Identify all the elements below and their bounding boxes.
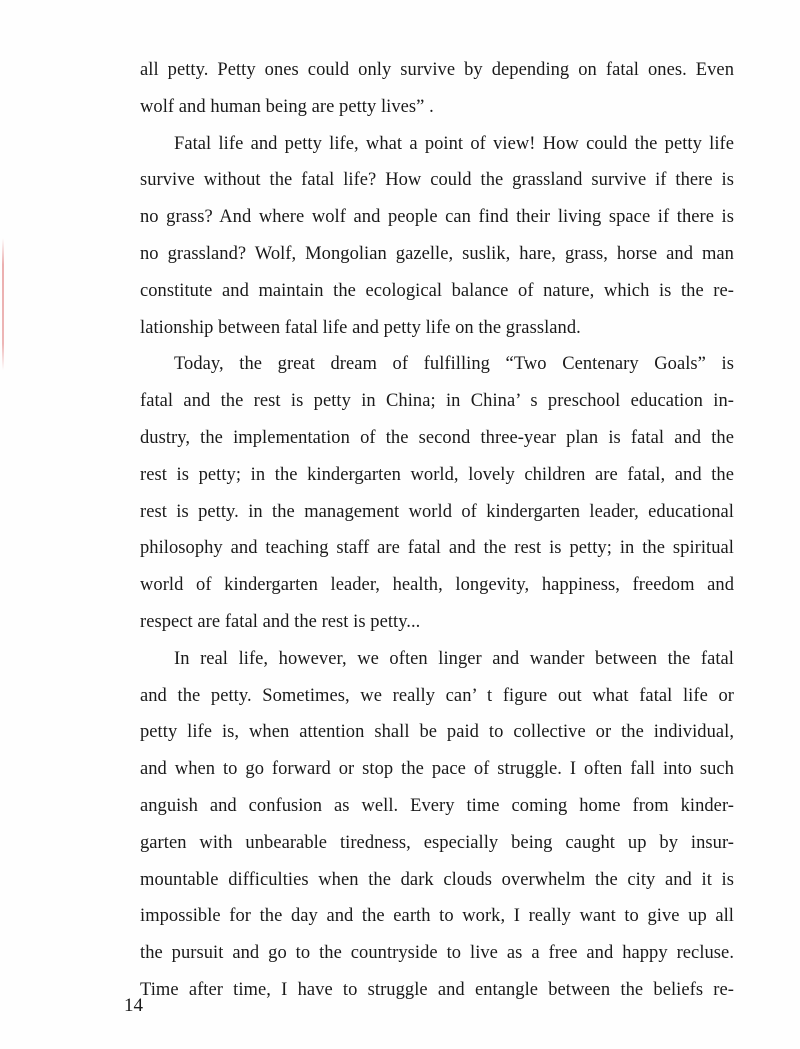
paragraph-1 xyxy=(140,52,734,126)
text-line: rest is petty; in the kindergarten world, lovely children are fatal, and the xyxy=(140,464,734,485)
text-line: petty life is, when attention shall be paid to collective or the individual, xyxy=(140,722,734,743)
text-line: fatal and the rest is petty in China; in China’ s preschool education in- xyxy=(140,391,734,412)
text-line: and when to go forward or stop the pace of struggle. I often fall into such xyxy=(140,759,734,780)
text-line: the pursuit and go to the countryside to live as a free and happy recluse. xyxy=(140,943,734,964)
paragraph-4 xyxy=(140,641,734,1009)
text-line: and the petty. Sometimes, we really can’ t figure out what fatal life or xyxy=(140,685,734,706)
text-line: lationship between fatal life and petty life on the grassland. xyxy=(140,317,581,338)
text-line: no grass? And where wolf and people can find their living space if there is xyxy=(140,207,734,228)
paragraph-2 xyxy=(140,126,734,347)
text-line: respect are fatal and the rest is petty... xyxy=(140,611,421,632)
text-line: all petty. Petty ones could only survive by depending on fatal ones. Even xyxy=(140,60,734,80)
text-line: Fatal life and petty life, what a point of view! How could the petty life xyxy=(174,133,734,154)
text-line: survive without the fatal life? How could the grassland survive if there is xyxy=(140,170,734,191)
text-line: philosophy and teaching staff are fatal and the rest is petty; in the spiritual xyxy=(140,538,734,559)
paragraph-3 xyxy=(140,346,734,640)
text-line: Today, the great dream of fulfilling “Two Centenary Goals” is xyxy=(174,354,734,375)
text-line: In real life, however, we often linger and wander between the fatal xyxy=(174,648,734,669)
page-edge-mark xyxy=(2,238,4,370)
text-line: rest is petty. in the management world of kindergarten leader, educational xyxy=(140,501,734,522)
text-line: dustry, the implementation of the second three-year plan is fatal and the xyxy=(140,427,734,448)
text-line: anguish and confusion as well. Every time coming home from kinder- xyxy=(140,795,734,816)
text-line: Time after time, I have to struggle and entangle between the beliefs re- xyxy=(140,979,734,1000)
text-line: impossible for the day and the earth to work, I really want to give up all xyxy=(140,906,734,927)
text-line: no grassland? Wolf, Mongolian gazelle, suslik, hare, grass, horse and man xyxy=(140,243,734,264)
text-line: wolf and human being are petty lives” . xyxy=(140,96,434,117)
text-line: world of kindergarten leader, health, longevity, happiness, freedom and xyxy=(140,575,734,596)
page-number: 14 xyxy=(124,995,143,1016)
text-line: constitute and maintain the ecological balance of nature, which is the re- xyxy=(140,280,734,301)
body-text xyxy=(140,52,734,1009)
text-line: garten with unbearable tiredness, especially being caught up by insur- xyxy=(140,832,734,853)
text-line: mountable difficulties when the dark clouds overwhelm the city and it is xyxy=(140,869,734,890)
